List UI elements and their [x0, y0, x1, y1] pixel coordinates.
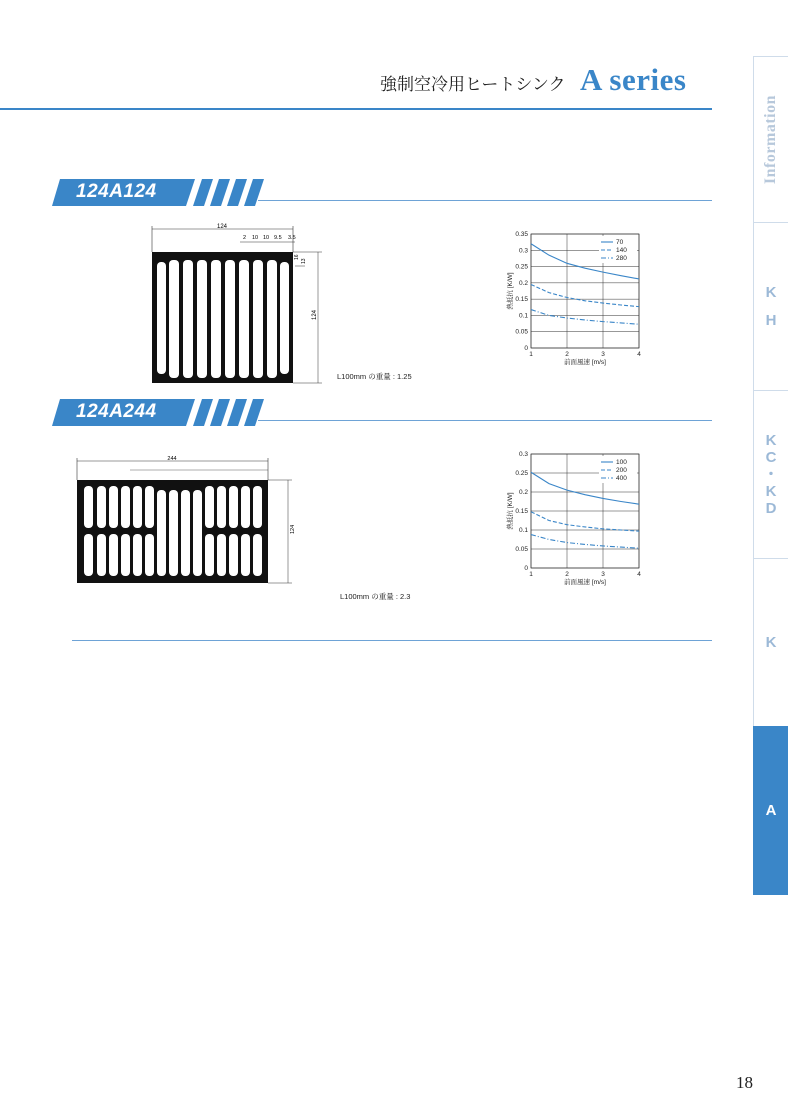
chart1-ytick-label-3: 0.15 — [515, 296, 528, 304]
chart2-series-line-400 — [531, 535, 639, 549]
chart2-ytick-label-4: 0.2 — [518, 489, 528, 496]
chart1-legend-label-140: 140 — [616, 247, 627, 255]
weight-note-124A124: L100mm の重量 : 1.25 — [337, 372, 412, 381]
tab-kc-kd-label: K C ・ K D — [763, 432, 779, 517]
chart2-xtick-label-3: 4 — [637, 571, 641, 578]
chart2-ytick-label-0: 0 — [524, 565, 528, 572]
dim-side-0: 16 — [294, 254, 300, 260]
chart2-ytick-label-5: 0.25 — [515, 470, 528, 477]
tab-information[interactable] — [753, 56, 788, 222]
section-label-1: 124A124 — [76, 181, 157, 202]
dim-width-124A244: 244 — [167, 456, 177, 462]
dim-top-3: 9.5 — [274, 235, 282, 241]
page-title-jp: 強制空冷用ヒートシンク — [380, 75, 566, 95]
chart2-ytick-label-2: 0.1 — [518, 527, 528, 534]
chart1-ytick-label-6: 0.3 — [518, 247, 528, 255]
section-rule-2 — [258, 420, 712, 421]
heatsink-drawing-124A124 — [140, 222, 340, 392]
heatsink-drawing-124A244 — [70, 452, 300, 592]
tab-kh[interactable] — [753, 222, 788, 390]
side-index-tabs — [753, 56, 788, 895]
chart2-xtick-label-0: 1 — [529, 571, 533, 578]
chart2-legend-label-400: 400 — [616, 475, 627, 483]
chart1-ytick-label-0: 0 — [524, 345, 528, 352]
dim-top-0: 2 — [243, 235, 247, 241]
dim-top-1: 10 — [252, 235, 259, 241]
chart1-ytick-label-2: 0.1 — [518, 312, 528, 320]
tab-a[interactable] — [753, 726, 788, 895]
chart1-xtick-label-0: 1 — [529, 351, 533, 358]
page-number: 18 — [736, 1073, 753, 1092]
thermal-resistance-chart-124A124 — [500, 228, 650, 373]
chart1-legend-label-70: 70 — [616, 239, 624, 247]
weight-note-124A244: L100mm の重量 : 2.3 — [340, 592, 411, 601]
chart1-series-line-280 — [531, 310, 639, 325]
chart1-ytick-label-1: 0.05 — [515, 328, 528, 336]
section-rule-1 — [258, 200, 712, 201]
chart1-legend-label-280: 280 — [616, 255, 627, 263]
thermal-resistance-chart-124A244 — [500, 448, 650, 593]
chart2-ytick-label-3: 0.15 — [515, 508, 528, 515]
dim-top-4: 3.5 — [288, 235, 296, 241]
chart1-xtick-label-3: 4 — [637, 351, 641, 358]
bottom-rule — [72, 640, 712, 641]
chart2-xtick-label-2: 3 — [601, 571, 605, 578]
tab-k[interactable] — [753, 558, 788, 726]
chart2-ytick-label-6: 0.3 — [518, 451, 528, 458]
section-label-2: 124A244 — [76, 401, 157, 422]
tab-a-label: A — [765, 802, 777, 819]
dim-top-2: 10 — [263, 235, 270, 241]
dim-width-124A124: 124 — [216, 224, 228, 230]
chart1-series-line-140 — [531, 284, 639, 306]
chart1-xtick-label-1: 2 — [565, 351, 569, 358]
chart2-series-line-200 — [531, 512, 639, 531]
dim-height-124A244: 124 — [290, 524, 296, 534]
chart2-ytick-label-1: 0.05 — [515, 546, 528, 553]
chart2-xtick-label-1: 2 — [565, 571, 569, 578]
chart1-ytick-label-7: 0.35 — [515, 231, 528, 238]
header-rule — [0, 108, 712, 110]
chart2-ylabel: 熱抵抗 [K/W] — [507, 492, 514, 530]
dim-side-1: 13 — [301, 258, 307, 264]
tab-kc-kd[interactable] — [753, 390, 788, 558]
tab-kh-label: K H — [765, 283, 777, 329]
chart1-ytick-label-5: 0.25 — [515, 263, 528, 271]
chart2-xlabel: 前面風速 [m/s] — [564, 579, 606, 586]
tab-information-label: Information — [762, 94, 779, 185]
page-title-series: A series — [580, 62, 687, 97]
chart2-legend-label-100: 100 — [616, 459, 627, 467]
tab-k-label: K — [765, 633, 777, 651]
dim-height-124A124: 124 — [312, 309, 318, 320]
chart2-legend-label-200: 200 — [616, 467, 627, 475]
chart1-xtick-label-2: 3 — [601, 351, 605, 358]
chart1-xlabel: 前面風速 [m/s] — [564, 359, 606, 366]
chart1-ylabel: 熱抵抗 [K/W] — [507, 272, 514, 310]
chart1-ytick-label-4: 0.2 — [518, 279, 528, 287]
